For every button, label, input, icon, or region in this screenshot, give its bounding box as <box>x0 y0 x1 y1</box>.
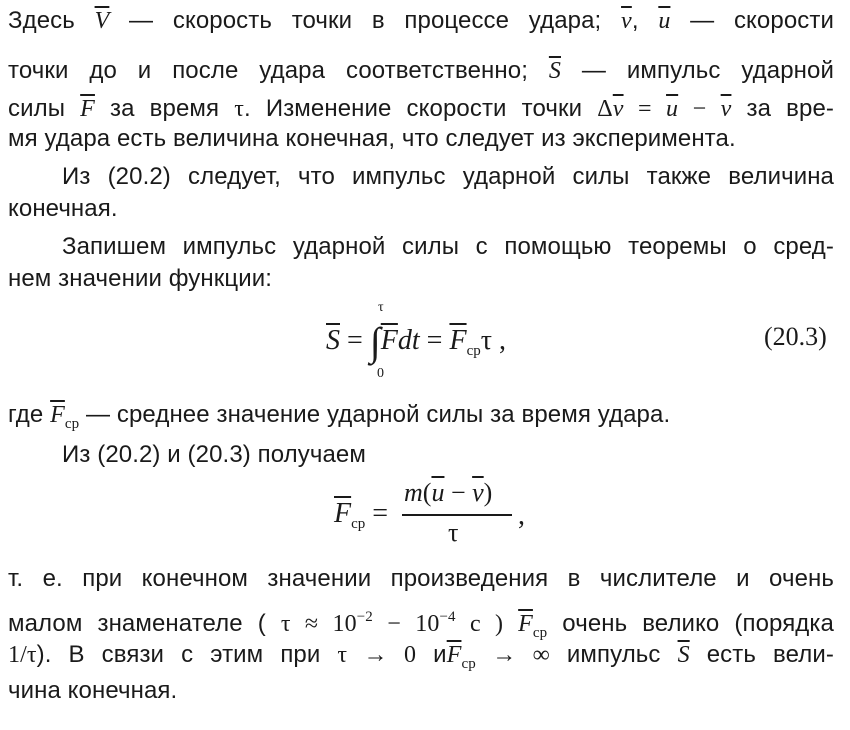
text: = <box>623 96 667 122</box>
text: ≈ 10 <box>290 611 357 637</box>
equation-number: (20.3) <box>764 322 827 351</box>
text: импульс <box>566 641 661 668</box>
p6-line4: чина конечная. <box>8 677 178 704</box>
text: малом знаменателе ( <box>8 610 266 637</box>
text: точки до и после удара соответственно; <box>8 57 528 84</box>
text: Здесь <box>8 7 75 34</box>
text: − <box>444 478 473 507</box>
p6-line3 <box>8 640 834 679</box>
text: dt <box>397 325 420 356</box>
integral-sign: ∫ <box>369 319 381 364</box>
tau-symbol: τ <box>280 611 291 637</box>
p1-line2 <box>8 56 834 86</box>
text: — среднее значение ударной силы за время удара. <box>79 401 671 428</box>
force-symbol: $\overline{F}$ <box>380 325 398 356</box>
initial-velocity-symbol: $\overline{v}$ <box>621 8 632 34</box>
text: − 10 <box>372 611 440 637</box>
fraction-numerator <box>404 478 492 508</box>
subscript: ср <box>351 516 366 532</box>
subscript: ср <box>466 343 481 359</box>
subscript: ср <box>64 416 80 432</box>
exponent: −2 <box>356 609 373 625</box>
force-symbol: $\overline{F}$ <box>518 611 533 637</box>
text: за время <box>94 95 220 122</box>
p5-line1: Из (20.2) и (20.3) получаем <box>62 441 366 468</box>
p1-line1 <box>8 6 834 36</box>
text: за вре- <box>731 95 835 122</box>
text: 1/τ <box>8 642 37 668</box>
fraction-denominator: τ <box>448 518 459 547</box>
p4-line1 <box>8 400 670 439</box>
p6-line1: т. е. при конечном значении произведения в числителе и очень <box>8 565 834 592</box>
text: − <box>678 96 721 122</box>
p3-line1: Запишем импульс ударной силы с помощью теоремы о сред- <box>62 233 834 260</box>
subscript: ср <box>461 656 476 672</box>
velocity-symbol: $\overline{v}$ <box>612 96 624 122</box>
text: очень велико (порядка <box>547 610 834 637</box>
text: → ∞ <box>475 642 550 668</box>
text: — импульс ударной <box>561 57 834 84</box>
text: ). В связи с этим при <box>36 641 321 668</box>
delta-symbol: Δ <box>597 96 613 122</box>
text: → 0 <box>347 642 417 668</box>
text: и <box>433 641 447 668</box>
text: τ , <box>480 325 506 356</box>
integral-lower-limit: 0 <box>377 366 384 381</box>
force-symbol: $\overline{F}$ <box>50 402 65 428</box>
force-symbol: $\overline{F}$ <box>334 498 352 529</box>
text: . Изменение скорости точки <box>243 95 583 122</box>
fraction-bar <box>402 514 512 516</box>
text: — скорость точки в процессе удара; <box>109 7 602 34</box>
text: — скорости <box>670 7 834 34</box>
velocity-symbol: $\overline{v}$ <box>720 96 732 122</box>
mass-symbol: m <box>404 478 423 507</box>
impulse-symbol: $\overline{S}$ <box>326 325 340 356</box>
text: с ) <box>455 611 504 637</box>
tau-symbol: τ <box>234 96 244 122</box>
force-symbol: $\overline{F}$ <box>80 96 95 122</box>
force-symbol: $\overline{F}$ <box>449 325 467 356</box>
impulse-symbol: $\overline{S}$ <box>548 58 561 84</box>
p2-line1: Из (20.2) следует, что импульс ударной силы также величина <box>62 163 834 190</box>
final-velocity-symbol: $\overline{u}$ <box>658 8 671 34</box>
exponent: −4 <box>439 609 456 625</box>
text: , <box>631 7 639 34</box>
text: ) <box>483 478 493 507</box>
text: ( <box>422 478 432 507</box>
p2-line2: конечная. <box>8 195 118 222</box>
p3-line2: нем значении функции: <box>8 265 272 292</box>
tau-symbol: τ <box>337 642 348 668</box>
text: = <box>419 325 450 356</box>
velocity-symbol: $\overline{V}$ <box>94 8 110 34</box>
velocity-symbol: $\overline{v}$ <box>472 478 484 507</box>
velocity-symbol: $\overline{u}$ <box>431 478 445 507</box>
text: , <box>518 500 525 531</box>
impulse-symbol: $\overline{S}$ <box>677 642 690 668</box>
text: = <box>365 498 389 529</box>
integral-upper-limit: τ <box>378 300 384 315</box>
force-symbol: $\overline{F}$ <box>446 642 462 668</box>
text: силы <box>8 95 66 122</box>
text: = <box>340 325 370 356</box>
p1-line4: мя удара есть величина конечная, что следует из эксперимента. <box>8 125 736 152</box>
p1-line3 <box>8 94 834 124</box>
subscript: ср <box>532 625 548 641</box>
text: есть вели- <box>689 641 834 668</box>
text: где <box>8 401 44 428</box>
velocity-symbol: $\overline{u}$ <box>666 96 679 122</box>
